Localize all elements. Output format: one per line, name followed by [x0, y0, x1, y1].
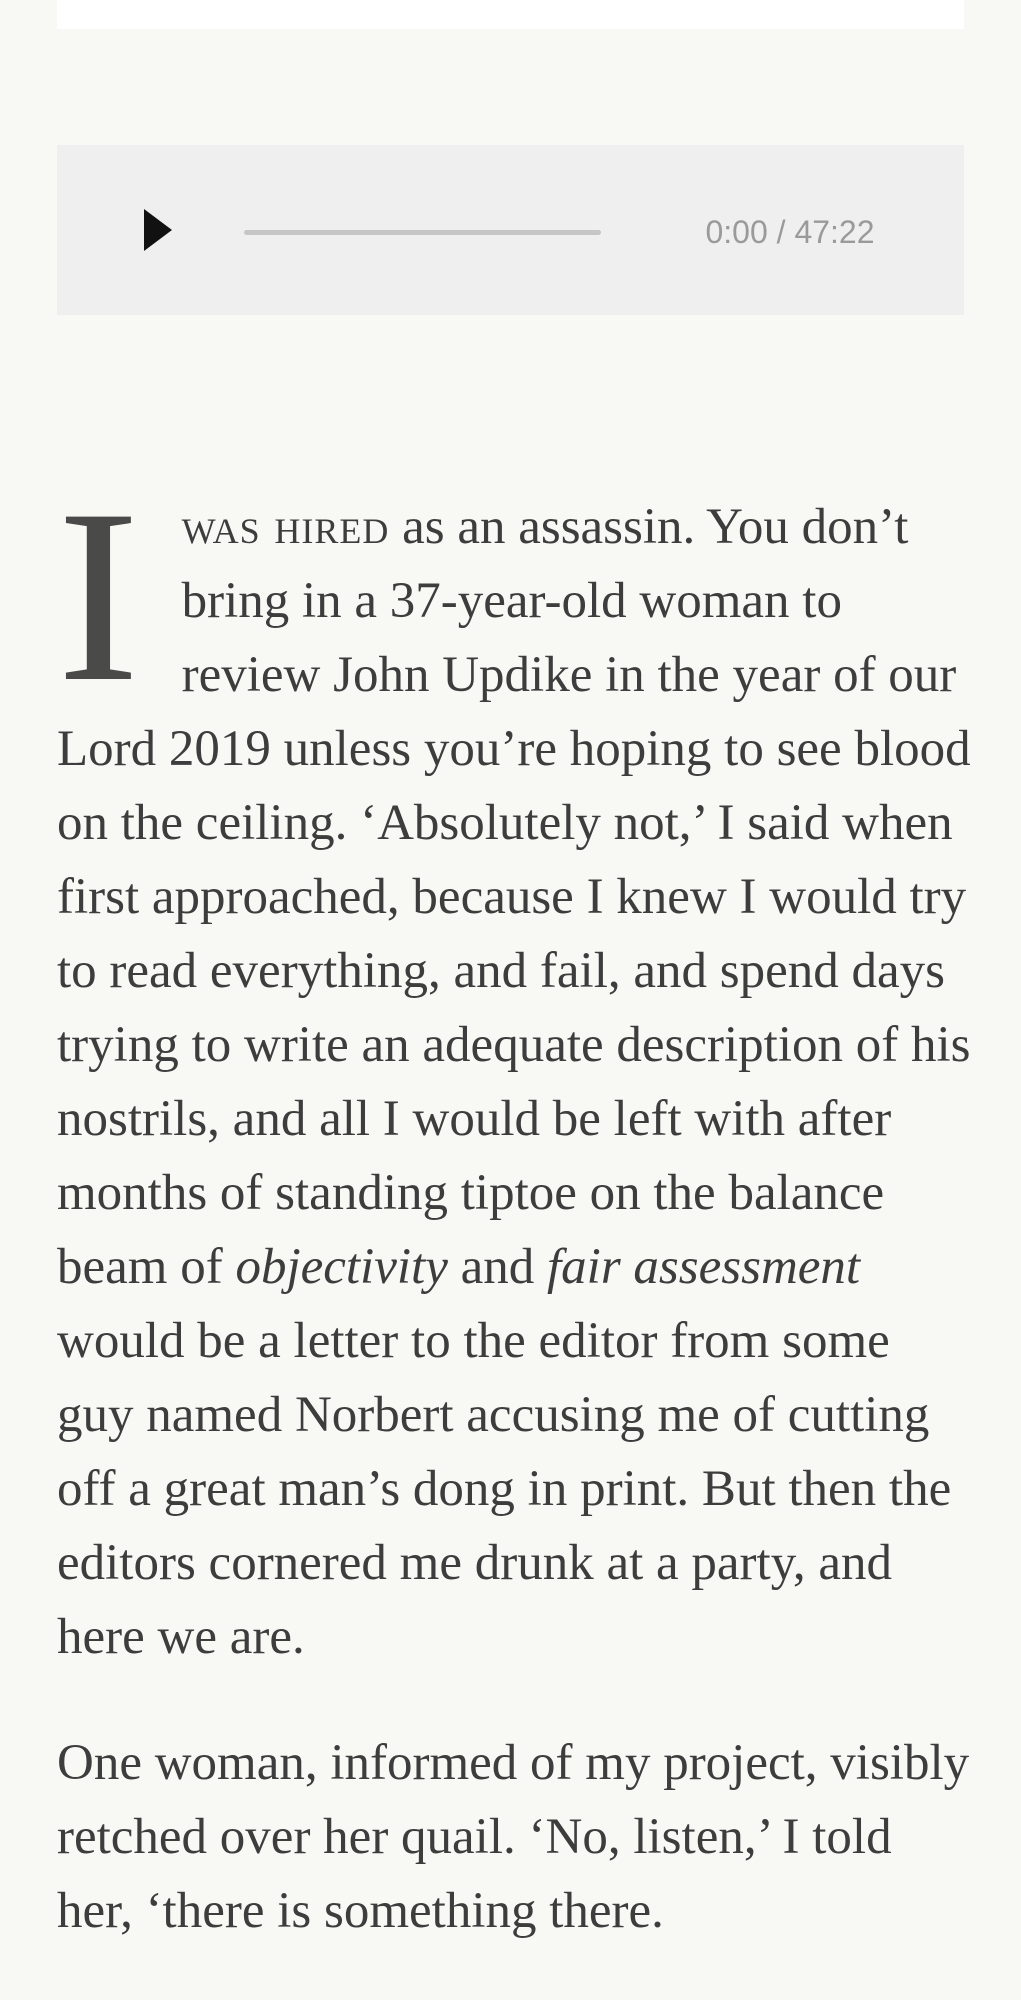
article-body [57, 458, 975, 2000]
paragraph-1 [57, 458, 975, 1674]
paragraph-1-text-c: would be a letter to the editor from some guy named Norbert accusing me of cutting off a great man’s dong in print. But then the editors cornered me drunk at a party, and here we are. [57, 1313, 952, 1665]
time-display: 0:00 / 47:22 [705, 214, 875, 250]
lead-in: was hired [181, 499, 390, 555]
progress-bar[interactable] [244, 230, 601, 235]
play-icon [140, 205, 180, 255]
emphasis-objectivity: objectivity [235, 1239, 448, 1295]
drop-cap: I [57, 458, 140, 733]
paragraph-1-text-a: as an assassin. You don’t bring in a 37-year-old woman to review John Updike in the year of our Lord 2019 unless you’re hoping to see blood on the ceiling. ‘Absolutely not,’ I said when first approached, because I knew I would try to read everything, and fail, and spend days trying to write an adequate description of his nostrils, and all I would be left with after months of standing tiptoe on the balance beam of [57, 499, 971, 1295]
paragraph-1-text-b: and [447, 1239, 547, 1295]
emphasis-fair-assessment: fair assessment [546, 1239, 861, 1295]
paragraph-2: One woman, informed of my project, visibly retched over her quail. ‘No, listen,’ I told her, ‘there is something there. [57, 1735, 970, 1939]
play-button[interactable] [140, 205, 180, 255]
top-card [57, 0, 964, 29]
